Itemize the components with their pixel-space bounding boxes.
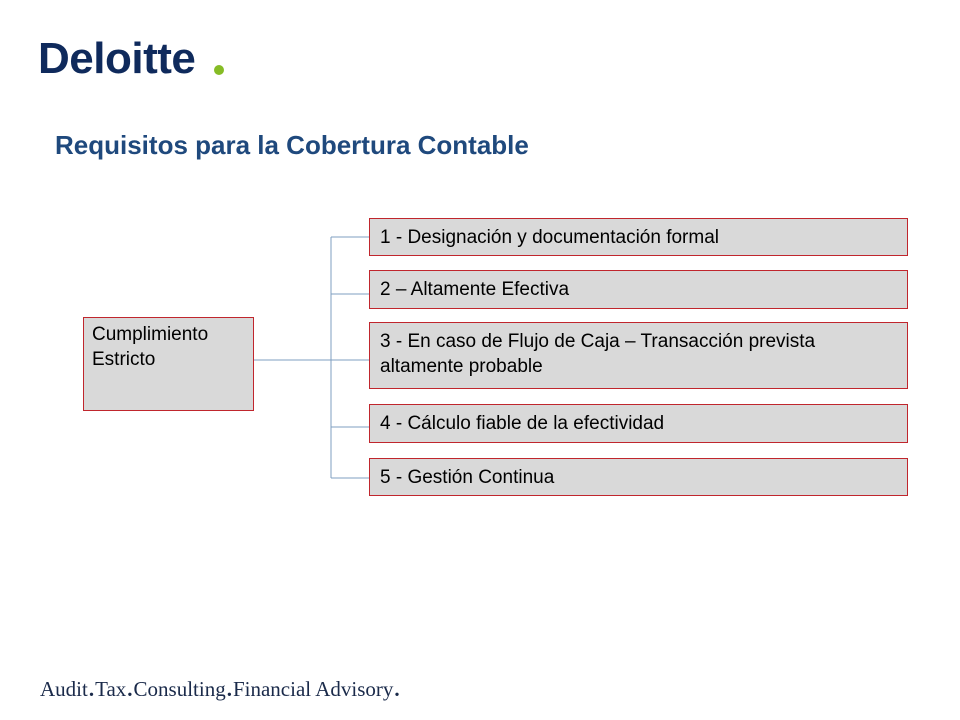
- root-node-line-1: Cumplimiento: [92, 324, 209, 345]
- tagline-item-audit: Audit: [40, 677, 88, 701]
- tagline-separator: .: [88, 677, 95, 701]
- requirement-box-3: [369, 322, 908, 389]
- tagline-item-financial-advisory: Financial Advisory: [232, 677, 394, 701]
- service-lines-tagline: [40, 676, 401, 702]
- requirement-box-2: [369, 270, 908, 309]
- logo-text: Deloitte: [38, 34, 196, 83]
- requirement-label-4: 4 - Cálculo fiable de la efectividad: [380, 413, 665, 434]
- tagline-item-consulting: Consulting: [133, 677, 226, 701]
- requirement-box-5: [369, 458, 908, 496]
- requirement-label-5: 5 - Gestión Continua: [380, 466, 555, 488]
- requirement-label-1: 1 - Designación y documentación formal: [380, 226, 720, 248]
- requirement-label-2: 2 – Altamente Efectiva: [380, 279, 570, 300]
- root-node-box: [83, 317, 254, 411]
- requirement-box-1: [369, 218, 908, 256]
- tagline-item-tax: Tax: [95, 677, 127, 701]
- logo-dot-icon: [214, 65, 224, 75]
- tagline-separator: .: [394, 677, 400, 701]
- page-title: Requisitos para la Cobertura Contable: [55, 130, 529, 160]
- requirement-box-4: [369, 404, 908, 443]
- tagline-separator: .: [226, 677, 232, 701]
- deloitte-logo: [38, 34, 195, 84]
- root-node-line-2: Estricto: [92, 349, 156, 370]
- tagline-separator: .: [127, 677, 133, 701]
- requirement-label-3: 3 - En caso de Flujo de Caja – Transacción prevista altamente probable: [380, 331, 816, 377]
